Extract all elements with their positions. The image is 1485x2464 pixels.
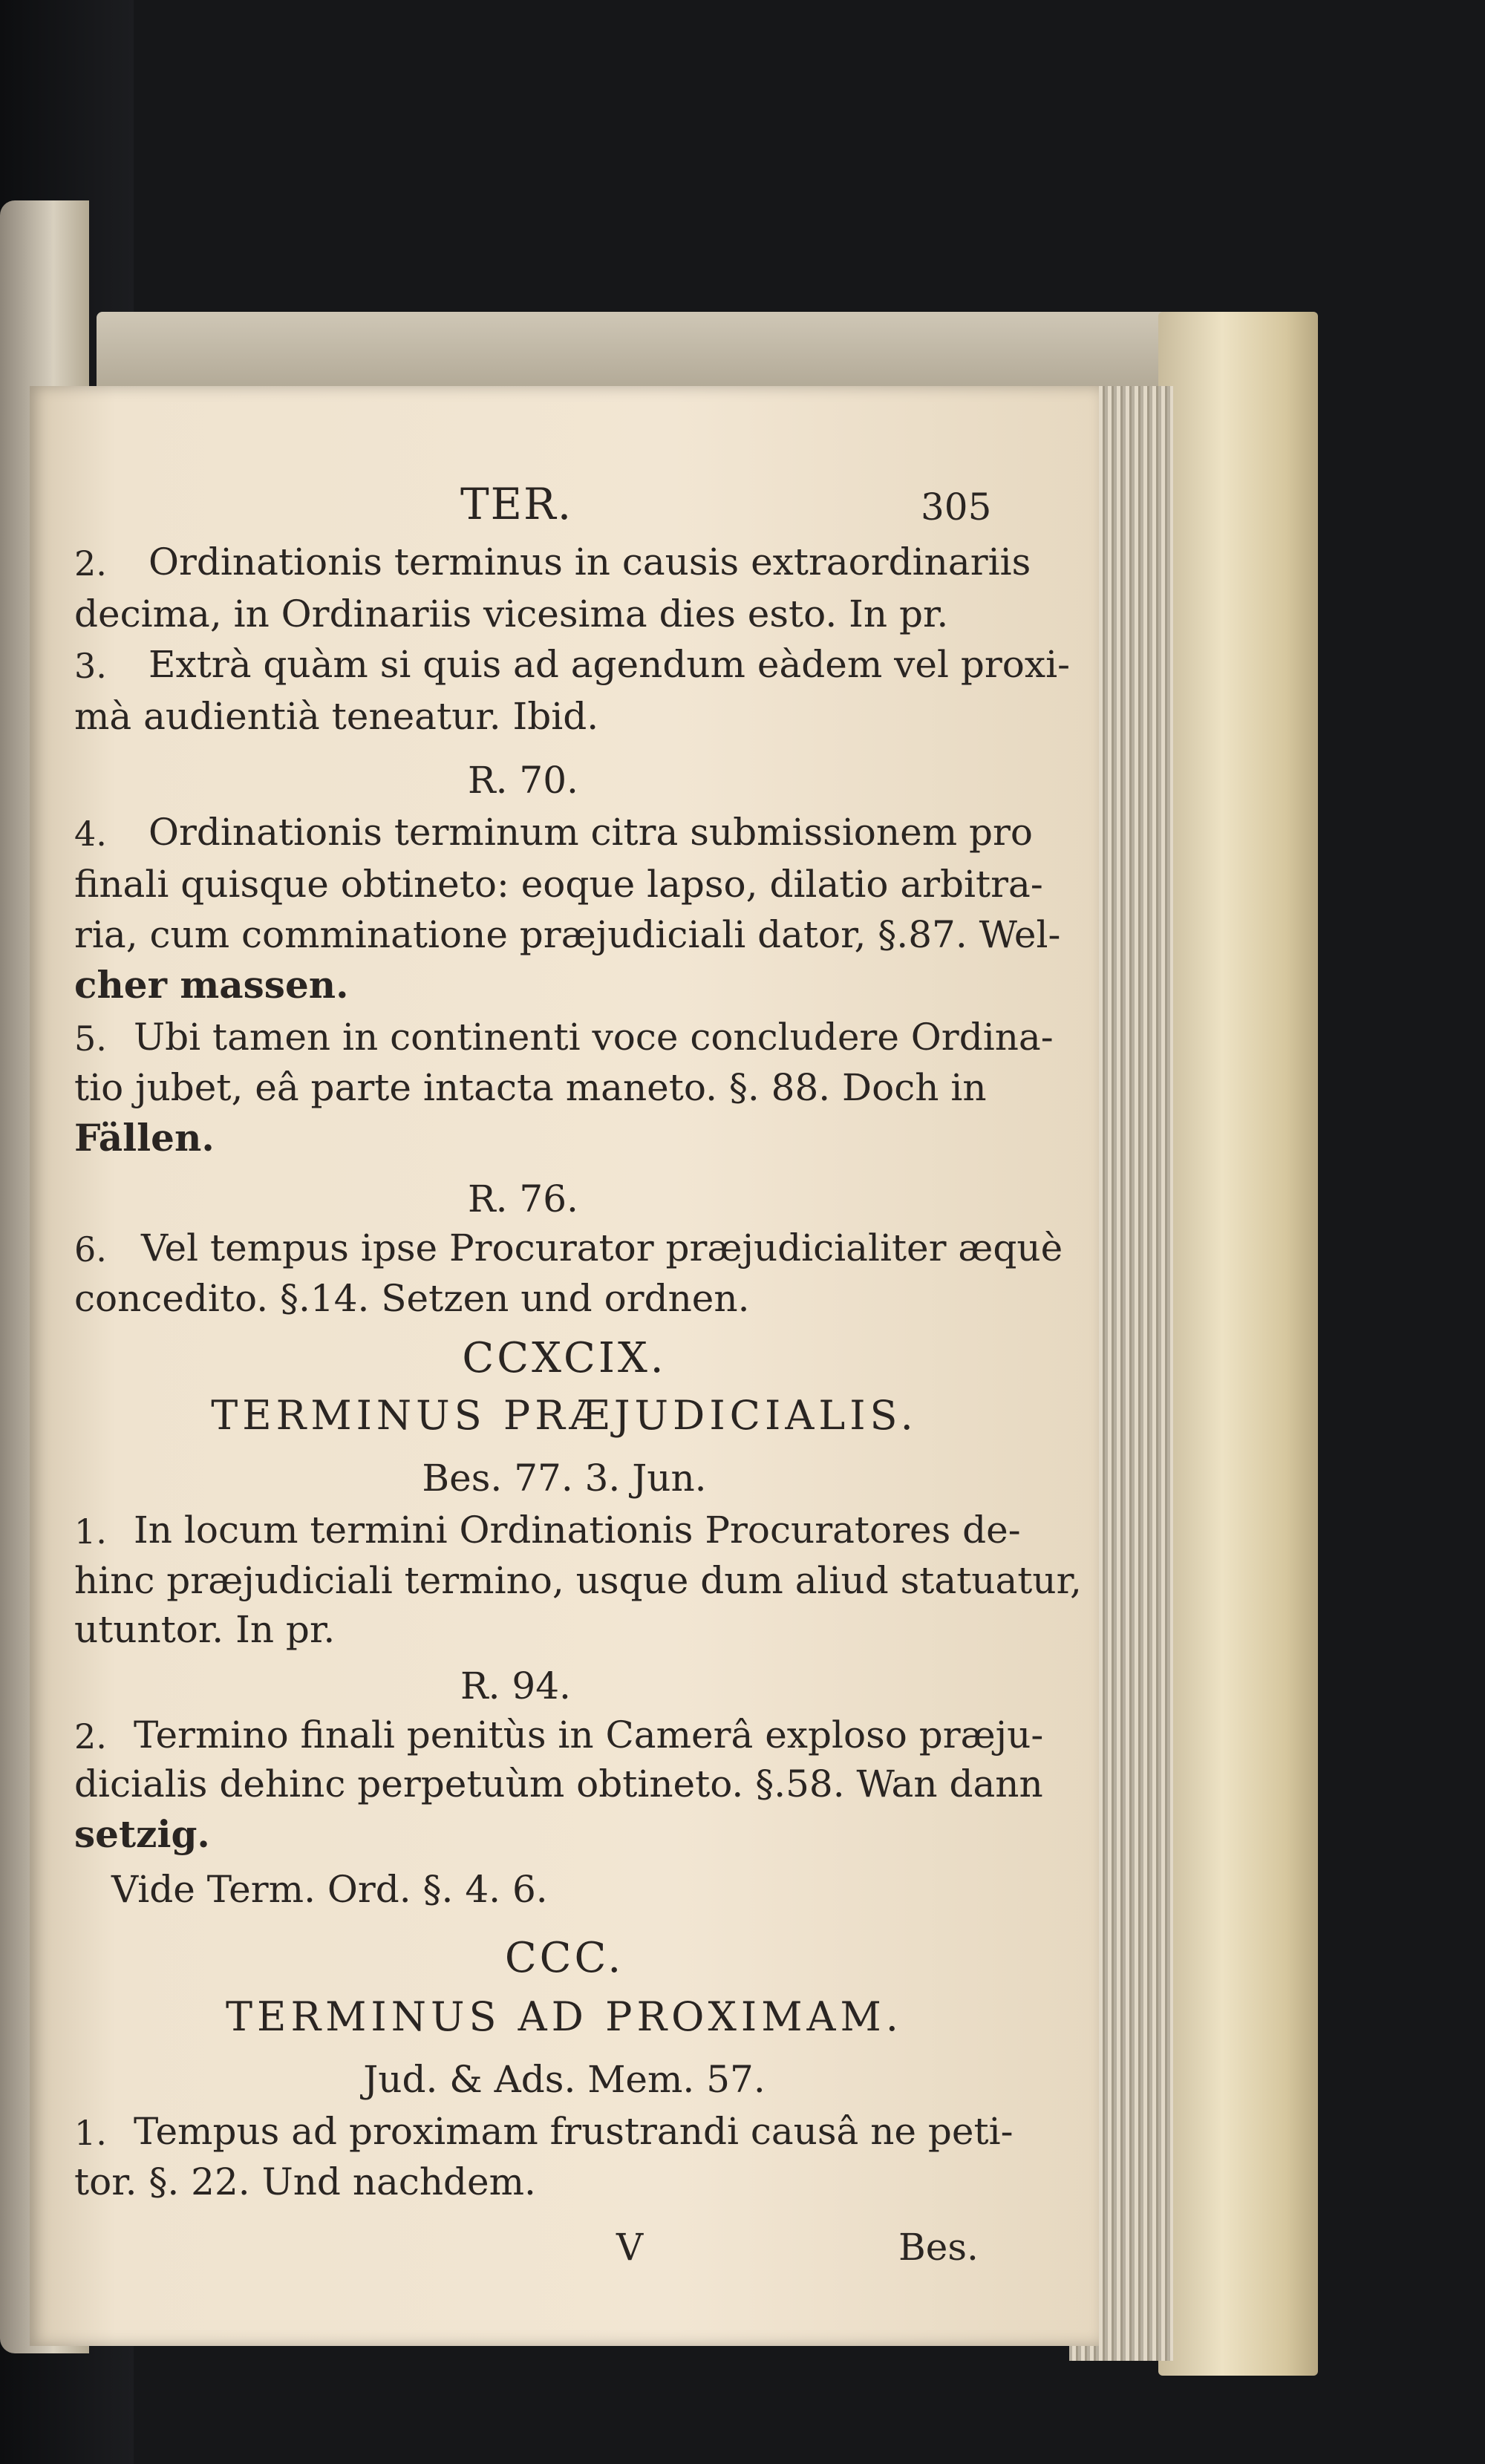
- text-line: Tempus ad proximam frustrandi causâ ne peti-: [134, 2110, 1014, 2153]
- text-line: In locum termini Ordinationis Procuratores de-: [134, 1509, 1021, 1552]
- source-reference: Jud. & Ads. Mem. 57.: [363, 2058, 766, 2101]
- vellum-binding: [1158, 312, 1318, 2376]
- rule-reference: R. 76.: [468, 1177, 578, 1220]
- text-line: Termino finali penitùs in Camerâ exploso præju-: [134, 1713, 1044, 1757]
- text-line: concedito. §.14. Setzen und ordnen.: [74, 1277, 750, 1320]
- text-line: tio jubet, eâ parte intacta maneto. §. 88. Doch in: [74, 1066, 987, 1109]
- text-line: cher massen.: [74, 963, 349, 1007]
- source-reference: Bes. 77. 3. Jun.: [422, 1457, 707, 1500]
- item-number: 2.: [74, 543, 107, 584]
- page-number: 305: [921, 486, 992, 529]
- section-number: CCC.: [504, 1934, 624, 1982]
- section-title: TERMINUS AD PROXIMAM.: [226, 1993, 903, 2040]
- cross-reference: Vide Term. Ord. §. 4. 6.: [111, 1868, 548, 1911]
- rule-reference: R. 94.: [460, 1664, 571, 1708]
- item-number: 1.: [74, 1512, 107, 1552]
- section-number: CCXCIX.: [462, 1334, 667, 1382]
- text-line: setzig.: [74, 1812, 210, 1856]
- section-title: TERMINUS PRÆJUDICIALIS.: [211, 1392, 918, 1439]
- item-number: 5.: [74, 1019, 107, 1059]
- text-line: finali quisque obtineto: eoque lapso, dilatio arbitra-: [74, 863, 1043, 906]
- text-line: decima, in Ordinariis vicesima dies esto. In pr.: [74, 592, 949, 635]
- item-number: 4.: [74, 814, 107, 854]
- item-number: 6.: [74, 1229, 107, 1269]
- book-page: [30, 386, 1099, 2346]
- catchword: Bes.: [898, 2226, 979, 2269]
- text-line: Fällen.: [74, 1116, 215, 1160]
- text-line: Vel tempus ipse Procurator præjudicialiter æquè: [141, 1226, 1063, 1269]
- text-line: Ordinationis terminum citra submissionem pro: [148, 811, 1034, 854]
- text-line: dicialis dehinc perpetuùm obtineto. §.58. Wan dann: [74, 1762, 1043, 1805]
- running-title: TER.: [460, 479, 573, 529]
- text-line: ria, cum comminatione præjudiciali dator, §.87. Wel-: [74, 913, 1061, 956]
- text-line: tor. §. 22. Und nachdem.: [74, 2160, 536, 2203]
- text-line: mà audientià teneatur. Ibid.: [74, 695, 599, 738]
- rule-reference: R. 70.: [468, 759, 578, 802]
- signature-mark: V: [616, 2226, 644, 2269]
- text-line: Ordinationis terminus in causis extraordinariis: [148, 540, 1031, 584]
- item-number: 3.: [74, 646, 107, 686]
- text-line: hinc præjudiciali termino, usque dum aliud statuatur,: [74, 1559, 1082, 1602]
- item-number: 2.: [74, 1716, 107, 1757]
- text-line: Ubi tamen in continenti voce concludere Ordina-: [134, 1016, 1054, 1059]
- item-number: 1.: [74, 2113, 107, 2153]
- text-line: utuntor. In pr.: [74, 1608, 336, 1651]
- text-line: Extrà quàm si quis ad agendum eàdem vel proxi-: [148, 643, 1070, 686]
